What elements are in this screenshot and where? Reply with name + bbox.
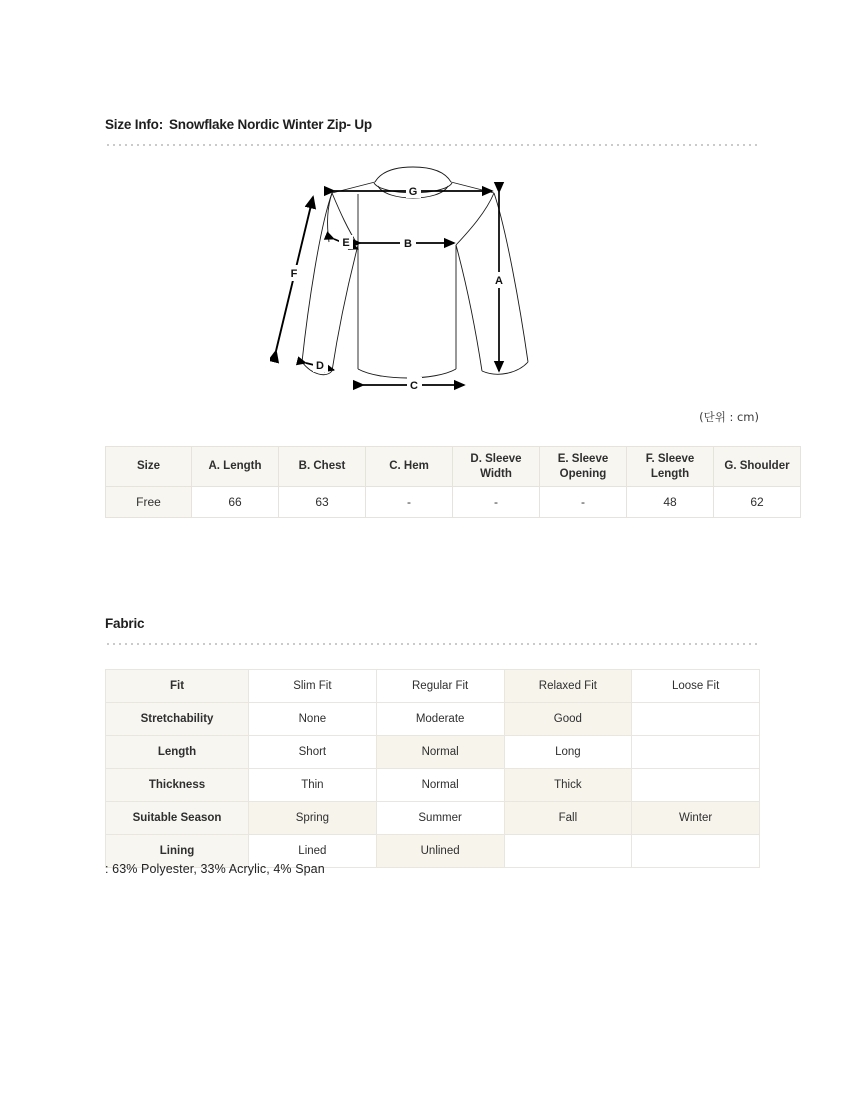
fabric-option-lining-0[interactable]: Lined (249, 835, 377, 868)
fabric-option-length-1[interactable]: Normal (376, 736, 504, 769)
fabric-option-season-0[interactable]: Spring (249, 802, 377, 835)
size-table-header-hem: C. Hem (366, 447, 453, 487)
diagram-label-e: E (342, 237, 350, 249)
fabric-option-fit-1[interactable]: Regular Fit (376, 670, 504, 703)
fabric-option-season-1[interactable]: Summer (376, 802, 504, 835)
diagram-label-g: G (408, 186, 418, 198)
fabric-attribute-table (105, 669, 760, 868)
diagram-label-f: F (290, 268, 298, 280)
divider-dotted-bottom (105, 643, 759, 645)
fabric-row-thickness (106, 769, 760, 802)
fabric-option-thickness-3 (632, 769, 760, 802)
fabric-option-thickness-2[interactable]: Thick (504, 769, 632, 802)
fabric-option-lining-1[interactable]: Unlined (376, 835, 504, 868)
size-table-header-sleeve-length: F. Sleeve Length (627, 447, 714, 487)
size-table-header-size: Size (106, 447, 192, 487)
size-cell-sleeve-opening: - (540, 487, 627, 518)
size-table-header-shoulder: G. Shoulder (714, 447, 801, 487)
product-name: Snowflake Nordic Winter Zip- Up (169, 117, 372, 132)
fabric-option-season-2[interactable]: Fall (504, 802, 632, 835)
fabric-option-stretchability-0[interactable]: None (249, 703, 377, 736)
size-table-header-row (106, 447, 801, 487)
fabric-option-fit-2[interactable]: Relaxed Fit (504, 670, 632, 703)
fabric-composition: : 63% Polyester, 33% Acrylic, 4% Span (105, 862, 325, 876)
fabric-label-suitable-season: Suitable Season (106, 802, 249, 835)
fabric-row-suitable-season (106, 802, 760, 835)
unit-note: (단위 : cm) (699, 410, 759, 424)
size-table-header-chest: B. Chest (279, 447, 366, 487)
fabric-label-fit: Fit (106, 670, 249, 703)
size-cell-chest: 63 (279, 487, 366, 518)
diagram-label-b: B (404, 238, 412, 250)
diagram-label-c: C (410, 380, 418, 392)
fabric-label-thickness: Thickness (106, 769, 249, 802)
fabric-option-fit-3[interactable]: Loose Fit (632, 670, 760, 703)
diagram-label-a: A (495, 275, 503, 287)
fabric-label-lining: Lining (106, 835, 249, 868)
fabric-label-stretchability: Stretchability (106, 703, 249, 736)
table-row (106, 487, 801, 518)
divider-dotted-top (105, 144, 759, 146)
size-cell-length: 66 (192, 487, 279, 518)
fabric-option-thickness-0[interactable]: Thin (249, 769, 377, 802)
fabric-label-length: Length (106, 736, 249, 769)
fabric-row-stretchability (106, 703, 760, 736)
size-table-header-sleeve-width: D. Sleeve Width (453, 447, 540, 487)
size-measurement-table (105, 446, 801, 518)
fabric-option-stretchability-3 (632, 703, 760, 736)
fabric-option-stretchability-2[interactable]: Good (504, 703, 632, 736)
size-cell-sleeve-length: 48 (627, 487, 714, 518)
fabric-option-lining-2 (504, 835, 632, 868)
fabric-option-lining-3 (632, 835, 760, 868)
size-cell-hem: - (366, 487, 453, 518)
size-info-heading-label: Size Info: (105, 117, 163, 132)
fabric-option-stretchability-1[interactable]: Moderate (376, 703, 504, 736)
fabric-heading: Fabric (105, 616, 145, 631)
fabric-option-fit-0[interactable]: Slim Fit (249, 670, 377, 703)
fabric-option-season-3[interactable]: Winter (632, 802, 760, 835)
garment-measurement-diagram (270, 166, 590, 401)
size-cell-shoulder: 62 (714, 487, 801, 518)
diagram-label-d: D (316, 360, 324, 372)
size-table-header-length: A. Length (192, 447, 279, 487)
fabric-option-length-0[interactable]: Short (249, 736, 377, 769)
size-table-header-sleeve-opening: E. Sleeve Opening (540, 447, 627, 487)
fabric-row-length (106, 736, 760, 769)
size-info-heading (105, 117, 372, 132)
fabric-row-fit (106, 670, 760, 703)
size-cell-size: Free (106, 487, 192, 518)
fabric-option-length-2[interactable]: Long (504, 736, 632, 769)
size-cell-sleeve-width: - (453, 487, 540, 518)
fabric-option-thickness-1[interactable]: Normal (376, 769, 504, 802)
fabric-option-length-3 (632, 736, 760, 769)
